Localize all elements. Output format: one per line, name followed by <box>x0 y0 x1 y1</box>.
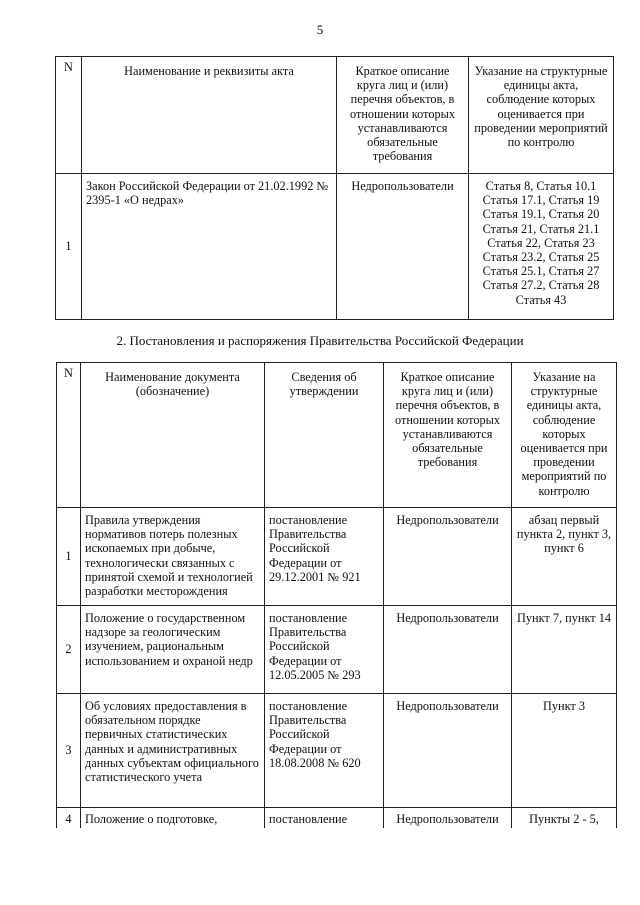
document-name: Положение о подготовке, <box>81 808 265 828</box>
structural-units: Пункт 3 <box>512 694 617 808</box>
approval-info: постановление Правительства Российской Федерации от 18.08.2008 № 620 <box>265 694 384 808</box>
header-n: N <box>57 363 81 508</box>
act-name: Закон Российской Федерации от 21.02.1992 № 2395-1 «О недрах» <box>82 174 337 320</box>
header-act: Наименование и реквизиты акта <box>82 57 337 174</box>
table-row <box>57 694 617 808</box>
row-number: 2 <box>57 606 81 694</box>
section-title: 2. Постановления и распоряжения Правительства Российской Федерации <box>116 333 524 348</box>
approval-info: постановление Правительства Российской Федерации от 12.05.2005 № 293 <box>265 606 384 694</box>
subjects: Недропользователи <box>337 174 469 320</box>
table-row <box>57 606 617 694</box>
structural-units: абзац первый пункта 2, пункт 3, пункт 6 <box>512 508 617 606</box>
table-header-row <box>57 363 617 508</box>
structural-units: Пункты 2 - 5, <box>512 808 617 828</box>
table-header-row <box>56 57 614 174</box>
document-name: Об условиях предоставления в обязательном порядке первичных статистических данных и административных данных субъектам официального статистического учета <box>81 694 265 808</box>
row-number: 4 <box>57 808 81 828</box>
header-document: Наименование документа (обозначение) <box>81 363 265 508</box>
header-units: Указание на структурные единицы акта, соблюдение которых оценивается при проведении мероприятий по контролю <box>512 363 617 508</box>
row-number: 1 <box>56 174 82 320</box>
header-units: Указание на структурные единицы акта, соблюдение которых оценивается при проведении мероприятий по контролю <box>469 57 614 174</box>
document-name: Положение о государственном надзоре за геологическим изучением, рациональным использованием и охраной недр <box>81 606 265 694</box>
approval-info: постановление <box>265 808 384 828</box>
structural-units: Статья 8, Статья 10.1 Статья 17.1, Статья 19 Статья 19.1, Статья 20 Статья 21, Статья 21.1 Статья 22, Статья 23 Статья 23.2, Статья 25 Статья 25.1, Статья 27 Статья 27.2, Статья 28 Статья 43 <box>469 174 614 320</box>
header-subjects: Краткое описание круга лиц и (или) перечня объектов, в отношении которых устанавливаются обязательные требования <box>337 57 469 174</box>
table-row <box>56 174 614 320</box>
table-row <box>57 808 617 828</box>
government-decrees-table <box>56 362 617 828</box>
header-n: N <box>56 57 82 174</box>
approval-info: постановление Правительства Российской Федерации от 29.12.2001 № 921 <box>265 508 384 606</box>
header-approval: Сведения об утверждении <box>265 363 384 508</box>
subjects: Недропользователи <box>384 606 512 694</box>
table-row <box>57 508 617 606</box>
header-subjects: Краткое описание круга лиц и (или) перечня объектов, в отношении которых устанавливаются обязательные требования <box>384 363 512 508</box>
acts-table <box>55 56 614 320</box>
page-number: 5 <box>316 22 324 37</box>
structural-units: Пункт 7, пункт 14 <box>512 606 617 694</box>
subjects: Недропользователи <box>384 508 512 606</box>
row-number: 3 <box>57 694 81 808</box>
subjects: Недропользователи <box>384 808 512 828</box>
row-number: 1 <box>57 508 81 606</box>
subjects: Недропользователи <box>384 694 512 808</box>
document-name: Правила утверждения нормативов потерь полезных ископаемых при добыче, технологически связанных с принятой схемой и технологией разработки месторождения <box>81 508 265 606</box>
